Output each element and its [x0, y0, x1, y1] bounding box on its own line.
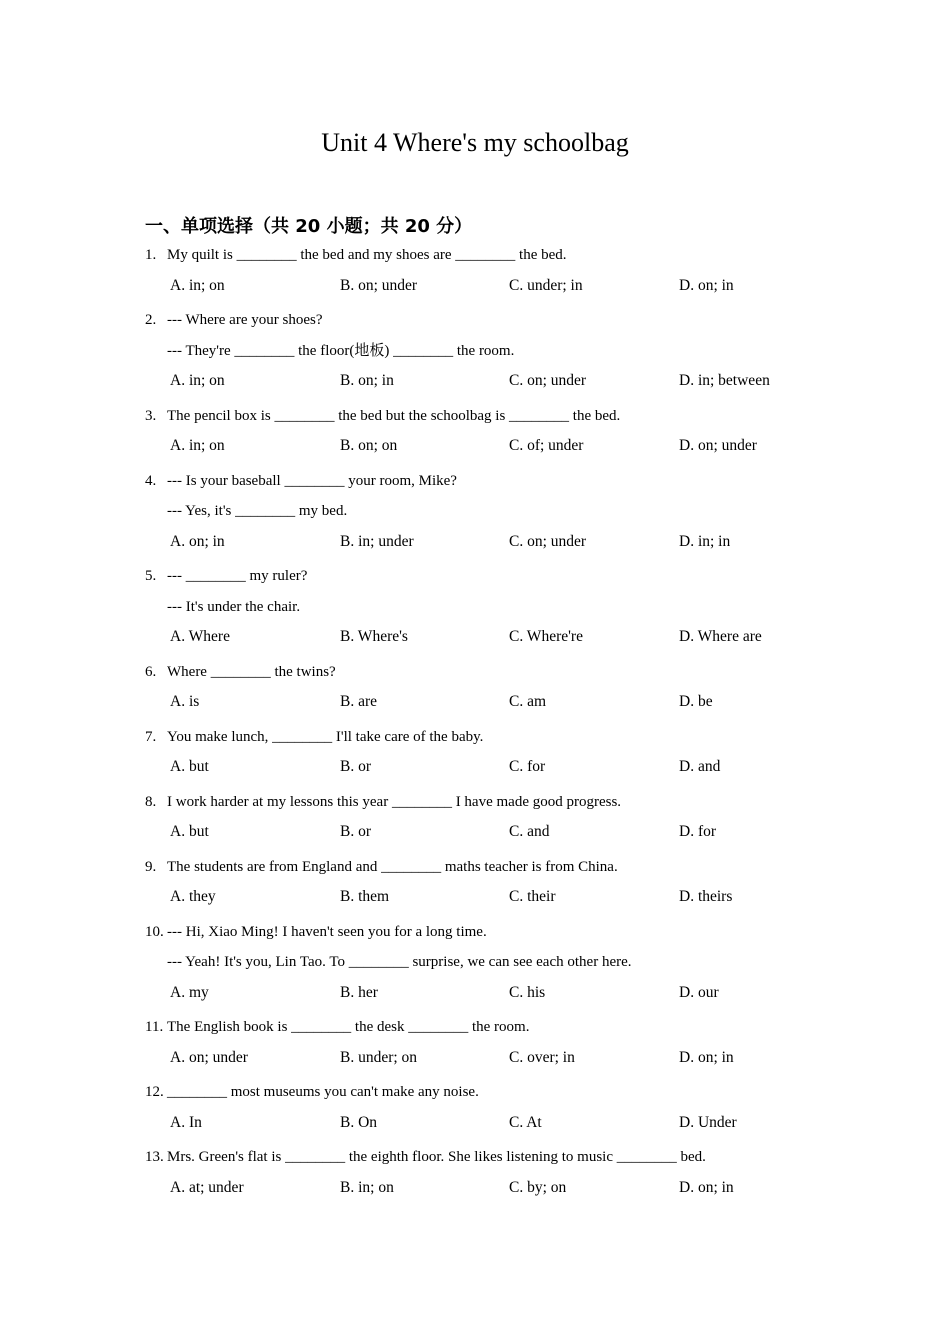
option-b[interactable]: B. Where's [340, 628, 408, 645]
option-d[interactable]: D. on; in [679, 1048, 734, 1066]
option-c[interactable]: C. over; in [509, 1048, 575, 1066]
question-number: 13. [145, 1149, 164, 1165]
option-a[interactable]: A. is [170, 693, 200, 710]
option-a[interactable]: A. but [170, 823, 209, 840]
option-d[interactable]: D. be [679, 693, 713, 710]
option-a[interactable]: A. Where [170, 628, 230, 645]
option-d[interactable]: D. on; under [679, 437, 757, 454]
question-stem [0, 1077, 950, 1108]
question [0, 401, 950, 462]
option-row [0, 527, 950, 558]
option-row [0, 271, 950, 302]
question [0, 1012, 950, 1073]
option-d[interactable]: D. theirs [679, 888, 733, 905]
option-d[interactable]: D. in; in [679, 532, 731, 550]
question-text: Where ________ the twins? [167, 663, 336, 680]
option-c[interactable]: C. am [509, 693, 547, 710]
option-c[interactable]: C. on; under [509, 372, 587, 389]
option-b[interactable]: B. or [340, 758, 371, 775]
option-row [0, 882, 950, 913]
option-c[interactable]: C. and [509, 823, 550, 840]
question-number: 12. [145, 1084, 164, 1100]
question-stem [0, 561, 950, 592]
option-a[interactable]: A. in; on [170, 437, 225, 454]
question-text: ________ most museums you can't make any noise. [167, 1084, 479, 1100]
question-text: I work harder at my lessons this year ________ I have made good progress. [167, 793, 622, 810]
option-b[interactable]: B. On [340, 1113, 378, 1131]
dialog-line: --- It's under the chair. [167, 598, 301, 615]
question-number: 4. [145, 472, 157, 489]
option-row [0, 366, 950, 397]
question [0, 787, 950, 848]
option-c[interactable]: C. their [509, 888, 556, 905]
question-text: My quilt is ________ the bed and my shoes are ________ the bed. [167, 247, 567, 263]
question-stem [0, 722, 950, 753]
option-d[interactable]: D. in; between [679, 372, 770, 389]
option-b[interactable]: B. them [340, 888, 390, 905]
question-text: --- Where are your shoes? [167, 312, 323, 328]
option-row [0, 817, 950, 848]
question-stem [0, 787, 950, 818]
question [0, 852, 950, 913]
question-number: 9. [145, 858, 157, 875]
question-number: 8. [145, 793, 157, 810]
question [0, 466, 950, 558]
question-stem [0, 917, 950, 948]
option-row [0, 1108, 950, 1139]
option-a[interactable]: A. in; on [170, 372, 225, 389]
option-c[interactable]: C. by; on [509, 1178, 567, 1196]
option-d[interactable]: D. for [679, 823, 717, 840]
option-d[interactable]: D. and [679, 758, 721, 775]
page-title: Unit 4 Where's my schoolbag [321, 128, 629, 157]
question-text: The students are from England and ________ maths teacher is from China. [167, 858, 618, 875]
question-number: 11. [145, 1019, 164, 1035]
option-c[interactable]: C. on; under [509, 532, 587, 550]
option-d[interactable]: D. on; in [679, 276, 734, 294]
option-a[interactable]: A. on; under [170, 1048, 248, 1066]
option-d[interactable]: D. Where are [679, 628, 762, 645]
option-d[interactable]: D. on; in [679, 1178, 734, 1196]
dialog-line: --- They're ________ the floor(地板) ________ the room. [167, 342, 515, 359]
option-a[interactable]: A. in; on [170, 276, 225, 294]
question [0, 917, 950, 1009]
question [0, 1077, 950, 1138]
option-row [0, 978, 950, 1009]
question [0, 240, 950, 301]
option-row [0, 622, 950, 653]
question-stem [0, 1012, 950, 1043]
question-stem [0, 657, 950, 688]
option-c[interactable]: C. for [509, 758, 546, 775]
option-row [0, 1173, 950, 1204]
option-b[interactable]: B. are [340, 693, 378, 710]
question-text: Mrs. Green's flat is ________ the eighth floor. She likes listening to music ________ bed. [167, 1149, 706, 1165]
option-c[interactable]: C. At [509, 1113, 542, 1131]
option-b[interactable]: B. under; on [340, 1048, 418, 1066]
option-d[interactable]: D. Under [679, 1113, 737, 1131]
question-text: You make lunch, ________ I'll take care of the baby. [167, 728, 484, 745]
question-number: 3. [145, 407, 157, 424]
option-b[interactable]: B. on; on [340, 437, 398, 454]
question-list [0, 240, 950, 1207]
option-a[interactable]: A. at; under [170, 1178, 244, 1196]
question-stem [0, 1142, 950, 1173]
option-b[interactable]: B. on; in [340, 372, 394, 389]
question [0, 561, 950, 653]
question-stem [0, 466, 950, 497]
option-row [0, 752, 950, 783]
question-number: 6. [145, 663, 157, 680]
question [0, 1142, 950, 1203]
option-row [0, 431, 950, 462]
question-stem [0, 240, 950, 271]
option-a[interactable]: A. my [170, 983, 209, 1001]
dialog-line: --- Yes, it's ________ my bed. [167, 503, 348, 519]
question-text: The pencil box is ________ the bed but the schoolbag is ________ the bed. [167, 407, 621, 424]
question-stem [0, 852, 950, 883]
question-text: The English book is ________ the desk ________ the room. [167, 1019, 530, 1035]
question [0, 722, 950, 783]
option-c[interactable]: C. under; in [509, 276, 583, 294]
option-a[interactable]: A. but [170, 758, 209, 775]
question-number: 5. [145, 568, 157, 584]
option-c[interactable]: C. his [509, 983, 546, 1001]
option-a[interactable]: A. they [170, 888, 216, 905]
option-b[interactable]: B. in; under [340, 532, 414, 550]
question-number: 1. [145, 247, 157, 263]
question-number: 7. [145, 728, 157, 745]
dialog-line: --- Yeah! It's you, Lin Tao. To ________ surprise, we can see each other here. [167, 954, 632, 970]
option-a[interactable]: A. In [170, 1113, 202, 1131]
option-b[interactable]: B. on; under [340, 276, 418, 294]
question [0, 305, 950, 397]
question [0, 657, 950, 718]
option-a[interactable]: A. on; in [170, 532, 225, 550]
question-stem [0, 401, 950, 432]
option-b[interactable]: B. in; on [340, 1178, 394, 1196]
option-b[interactable]: B. her [340, 983, 378, 1001]
option-b[interactable]: B. or [340, 823, 371, 840]
question-number: 10. [145, 923, 164, 940]
section-heading: 一、单项选择（共 20 小题；共 20 分） [145, 216, 473, 237]
question-text: --- ________ my ruler? [167, 568, 308, 584]
option-c[interactable]: C. of; under [509, 437, 584, 454]
option-row [0, 687, 950, 718]
question-text: --- Hi, Xiao Ming! I haven't seen you for a long time. [167, 923, 487, 940]
question-number: 2. [145, 312, 157, 328]
question-text: --- Is your baseball ________ your room, Mike? [167, 472, 457, 489]
option-c[interactable]: C. Where're [509, 628, 583, 645]
option-row [0, 1043, 950, 1074]
option-d[interactable]: D. our [679, 983, 719, 1001]
question-stem [0, 305, 950, 336]
